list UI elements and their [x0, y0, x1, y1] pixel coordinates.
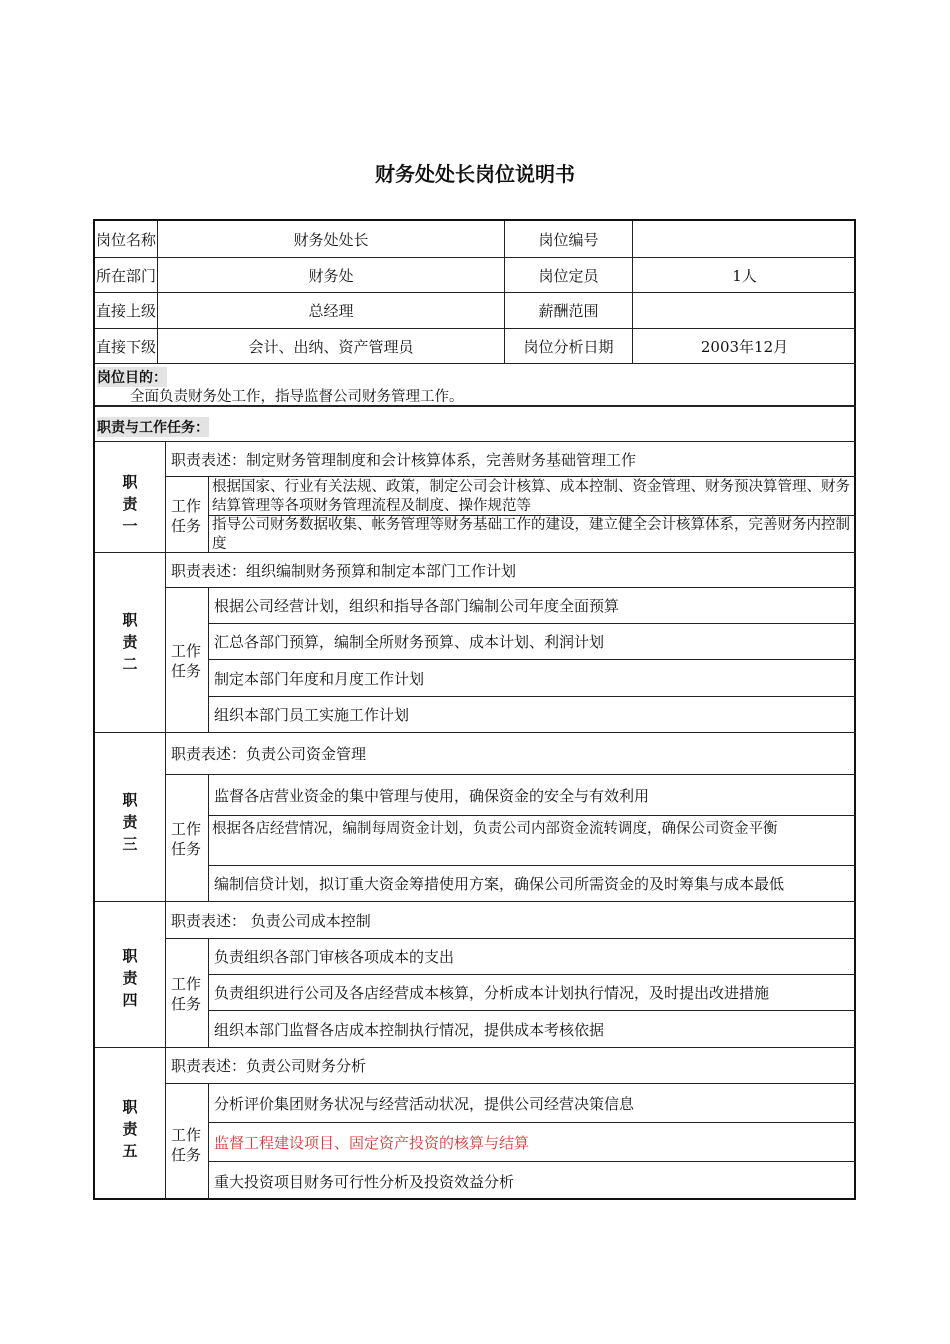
duty-2-task-3: 制定本部门年度和月度工作计划 — [214, 669, 425, 688]
headcount-label: 岗位定员 — [538, 266, 599, 285]
department-value: 财务处 — [308, 266, 354, 285]
duty-4-task-1: 负责组织各部门审核各项成本的支出 — [214, 948, 455, 966]
duty-1-label: 职 责 一 — [122, 473, 138, 535]
subordinate-label: 直接下级 — [95, 337, 156, 356]
salary-label: 薪酬范围 — [538, 302, 599, 320]
duty-3-task-3: 编制信贷计划，拟订重大资金筹措使用方案，确保公司所需资金的及时筹集与成本最低 — [214, 875, 785, 893]
purpose-text: 全面负责财务处工作，指导监督公司财务管理工作。 — [130, 389, 464, 405]
duty-3-label: 职 责 三 — [122, 791, 138, 853]
duty-5-task-2: 监督工程建设项目、固定资产投资的核算与结算 — [214, 1133, 530, 1152]
department-label: 所在部门 — [95, 266, 156, 285]
duty-5-task-label: 工作 任务 — [170, 1126, 201, 1164]
duty-1-task-label: 工作 任务 — [170, 497, 201, 535]
superior-label: 直接上级 — [95, 302, 156, 320]
subordinate-value: 会计、出纳、资产管理员 — [248, 337, 414, 356]
position-name-value: 财务处处长 — [293, 230, 369, 249]
purpose-heading: 岗位目的： — [97, 367, 167, 387]
duty-5-task-1: 分析评价集团财务状况与经营活动状况，提供公司经营决策信息 — [214, 1094, 635, 1113]
analysis-date-label: 岗位分析日期 — [523, 337, 614, 356]
duty-2-task-2: 汇总各部门预算，编制全所财务预算、成本计划、利润计划 — [214, 633, 605, 651]
analysis-date-value: 2003年12月 — [700, 337, 789, 356]
duty-4-task-3: 组织本部门监督各店成本控制执行情况，提供成本考核依据 — [214, 1020, 605, 1039]
duty-5-statement: 职责表述：负责公司财务分析 — [171, 1057, 367, 1075]
duty-2-task-label: 工作 任务 — [170, 642, 201, 680]
duty-3-task-1: 监督各店营业资金的集中管理与使用，确保资金的安全与有效利用 — [214, 786, 650, 805]
duties-heading: 职责与工作任务： — [97, 417, 209, 437]
position-code-value — [633, 221, 856, 257]
document-title: 财务处处长岗位说明书 — [375, 162, 575, 186]
position-code-label: 岗位编号 — [538, 230, 599, 249]
duty-2-statement: 职责表述：组织编制财务预算和制定本部门工作计划 — [171, 561, 517, 580]
duty-2-task-4: 组织本部门员工实施工作计划 — [214, 706, 410, 724]
duty-5-task-3: 重大投资项目财务可行性分析及投资效益分析 — [214, 1172, 515, 1191]
position-name-label: 岗位名称 — [95, 230, 156, 249]
duty-1-task-2: 指导公司财务数据收集、帐务管理等财务基础工作的建设，建立健全会计核算体系，完善财务内控制度 — [212, 517, 850, 552]
headcount-value: 1人 — [732, 266, 757, 285]
job-description-table — [93, 219, 856, 1200]
duty-4-statement: 职责表述： 负责公司成本控制 — [171, 911, 371, 930]
duty-4-task-label: 工作 任务 — [170, 975, 201, 1013]
duty-1-task-1: 根据国家、行业有关法规、政策，制定公司会计核算、成本控制、资金管理、财务预决算管理、财务结算管理等各项财务管理流程及制度、操作规范等 — [212, 479, 850, 514]
duty-1-statement: 职责表述：制定财务管理制度和会计核算体系，完善财务基础管理工作 — [171, 450, 637, 469]
duty-2-label: 职 责 二 — [122, 611, 138, 673]
duty-3-task-label: 工作 任务 — [170, 820, 201, 858]
duty-3-task-2: 根据各店经营情况，编制每周资金计划，负责公司内部资金流转调度，确保公司资金平衡 — [212, 821, 778, 837]
salary-value — [633, 293, 856, 328]
duty-5-label: 职 责 五 — [122, 1098, 138, 1160]
duty-4-label: 职 责 四 — [122, 947, 138, 1009]
superior-value: 总经理 — [308, 302, 354, 320]
duty-4-task-2: 负责组织进行公司及各店经营成本核算，分析成本计划执行情况，及时提出改进措施 — [214, 984, 770, 1002]
duty-3-statement: 职责表述：负责公司资金管理 — [171, 745, 367, 763]
duty-2-task-1: 根据公司经营计划，组织和指导各部门编制公司年度全面预算 — [214, 597, 620, 615]
